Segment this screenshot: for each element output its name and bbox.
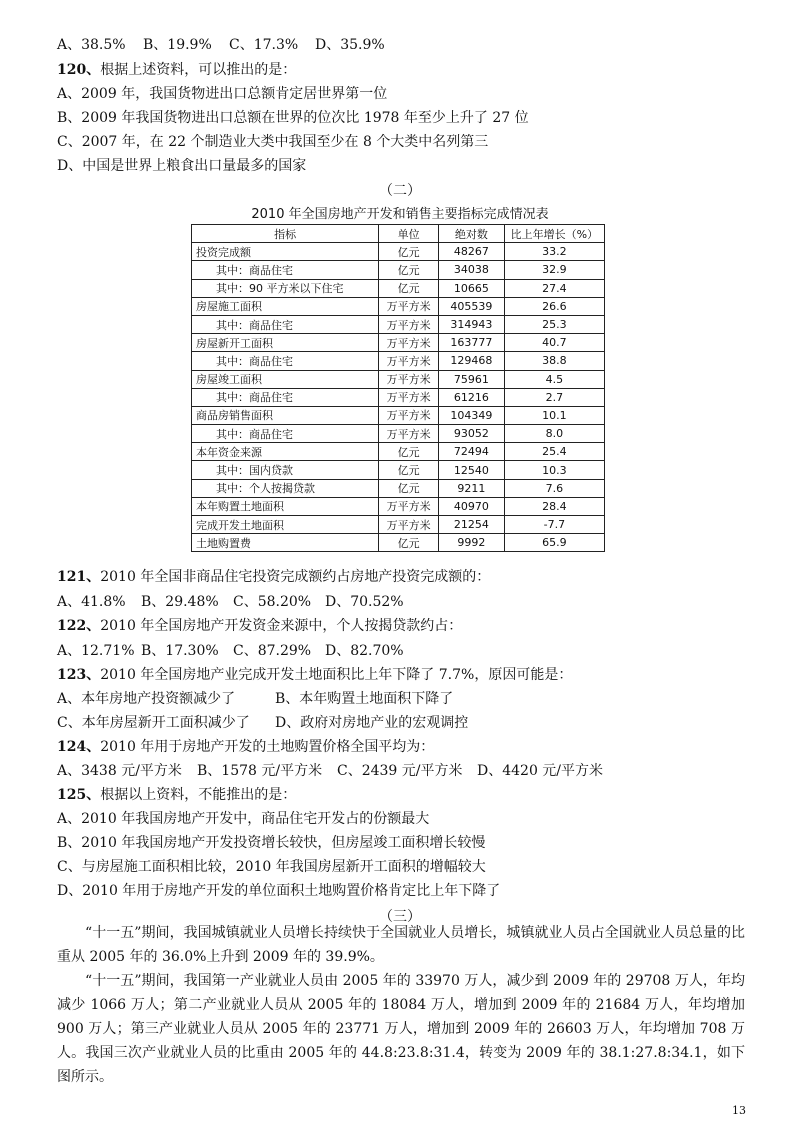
q119-options: [57, 36, 385, 54]
q124-option-d: D、4420 元/平方米: [477, 763, 604, 779]
table-row: [192, 406, 605, 424]
q119-option-d: D、35.9%: [315, 37, 385, 53]
header-growth: 比上年增长（%）: [504, 225, 604, 243]
q121-option-b: B、29.48%: [141, 594, 219, 610]
cell-absolute: 34038: [438, 261, 504, 279]
cell-unit: 万平方米: [379, 497, 439, 515]
table-row: [192, 261, 605, 279]
cell-unit: 万平方米: [379, 388, 439, 406]
q119-option-c: C、17.3%: [229, 37, 299, 53]
cell-growth: 7.6: [504, 479, 604, 497]
cell-indicator: 房屋新开工面积: [192, 334, 379, 352]
cell-unit: 万平方米: [379, 315, 439, 333]
q120-option-c: C、2007 年，在 22 个制造业大类中我国至少在 8 个大类中名列第三: [57, 134, 489, 150]
cell-growth: 28.4: [504, 497, 604, 515]
cell-growth: 25.4: [504, 443, 604, 461]
cell-indicator: 其中：商品住宅: [192, 352, 379, 370]
q125-number: 125、: [57, 787, 101, 803]
cell-absolute: 405539: [438, 297, 504, 315]
q124-option-c: C、2439 元/平方米: [337, 763, 463, 779]
cell-absolute: 104349: [438, 406, 504, 424]
q119-option-a: A、38.5%: [57, 37, 126, 53]
q120-text: 根据上述资料，可以推出的是：: [100, 62, 297, 78]
q123-options-row1: [57, 690, 453, 708]
cell-indicator: 其中：商品住宅: [192, 315, 379, 333]
cell-absolute: 9992: [438, 534, 504, 552]
cell-growth: 26.6: [504, 297, 604, 315]
paragraph-2: “十一五”期间，我国第一产业就业人员由 2005 年的 33970 万人，减少到 2009 年的 29708 万人，年均减少 1066 万人；第二产业就业人员从 2005 年的 18084 万人，增加到 2009 年的 21684 万人，年均增加 900 万人；第三产业就业人员从 2005 年的 23771 万人，增加到 2009 年的 26603 万人，年均增加 708 万人。我国三次产业就业人员的比重由 2005 年的 44.8:23.8:31.4，转变为 2009 年的 38.1:27.8:34.1，如下图所示。: [57, 973, 745, 1085]
q122-stem: [57, 617, 462, 635]
table-row: [192, 534, 605, 552]
cell-unit: 亿元: [379, 534, 439, 552]
cell-unit: 亿元: [379, 443, 439, 461]
table-title: 2010 年全国房地产开发和销售主要指标完成情况表: [251, 207, 549, 222]
cell-unit: 亿元: [379, 461, 439, 479]
q123-text: 2010 年全国房地产业完成开发土地面积比上年下降了 7.7%，原因可能是：: [100, 667, 573, 683]
cell-indicator: 商品房销售面积: [192, 406, 379, 424]
cell-unit: 万平方米: [379, 406, 439, 424]
table-row: [192, 497, 605, 515]
cell-growth: 25.3: [504, 315, 604, 333]
cell-growth: -7.7: [504, 516, 604, 534]
q121-text: 2010 年全国非商品住宅投资完成额约占房地产投资完成额的：: [100, 569, 491, 585]
cell-unit: 万平方米: [379, 425, 439, 443]
cell-unit: 亿元: [379, 243, 439, 261]
q123-option-a: A、本年房地产投资额减少了: [57, 691, 236, 707]
cell-growth: 10.3: [504, 461, 604, 479]
table-row: [192, 297, 605, 315]
q121-option-c: C、58.20%: [233, 594, 312, 610]
q122-option-c: C、87.29%: [233, 643, 312, 659]
cell-unit: 亿元: [379, 261, 439, 279]
cell-absolute: 72494: [438, 443, 504, 461]
cell-growth: 65.9: [504, 534, 604, 552]
cell-absolute: 163777: [438, 334, 504, 352]
header-absolute: 绝对数: [438, 225, 504, 243]
cell-indicator: 其中：商品住宅: [192, 388, 379, 406]
q125-text: 根据以上资料，不能推出的是：: [100, 787, 297, 803]
cell-indicator: 本年购置土地面积: [192, 497, 379, 515]
q123-option-b: B、本年购置土地面积下降了: [275, 691, 454, 707]
cell-unit: 万平方米: [379, 334, 439, 352]
cell-unit: 万平方米: [379, 297, 439, 315]
q121-option-d: D、70.52%: [325, 594, 404, 610]
table-header-row: [192, 225, 605, 243]
q120-option-a: A、2009 年，我国货物进出口总额肯定居世界第一位: [57, 86, 388, 102]
cell-growth: 2.7: [504, 388, 604, 406]
cell-growth: 10.1: [504, 406, 604, 424]
cell-unit: 万平方米: [379, 370, 439, 388]
q123-option-d: D、政府对房地产业的宏观调控: [275, 715, 469, 731]
q120-number: 120、: [57, 62, 101, 78]
cell-indicator: 其中：个人按揭贷款: [192, 479, 379, 497]
q121-stem: [57, 568, 490, 586]
q124-options: [57, 762, 603, 780]
q120-option-d: D、中国是世界上粮食出口量最多的国家: [57, 158, 307, 174]
cell-absolute: 12540: [438, 461, 504, 479]
q124-number: 124、: [57, 739, 101, 755]
cell-absolute: 48267: [438, 243, 504, 261]
cell-unit: 万平方米: [379, 352, 439, 370]
table-body: [192, 243, 605, 552]
paragraph-1: “十一五”期间，我国城镇就业人员增长持续快于全国就业人员增长，城镇就业人员占全国就业人员总量的比重从 2005 年的 36.0%上升到 2009 年的 39.9%。: [57, 925, 745, 965]
cell-absolute: 40970: [438, 497, 504, 515]
cell-absolute: 129468: [438, 352, 504, 370]
table-row: [192, 516, 605, 534]
table-row: [192, 443, 605, 461]
header-unit: 单位: [379, 225, 439, 243]
q121-option-a: A、41.8%: [57, 594, 126, 610]
cell-absolute: 93052: [438, 425, 504, 443]
table-row: [192, 352, 605, 370]
q124-option-a: A、3438 元/平方米: [57, 763, 182, 779]
q122-option-a: A、12.71%: [57, 643, 135, 659]
q125-option-a: A、2010 年我国房地产开发中，商品住宅开发占的份额最大: [57, 811, 430, 827]
cell-absolute: 9211: [438, 479, 504, 497]
cell-indicator: 其中：90 平方米以下住宅: [192, 279, 379, 297]
cell-growth: 33.2: [504, 243, 604, 261]
q125-option-d: D、2010 年用于房地产开发的单位面积土地购置价格肯定比上年下降了: [57, 883, 501, 899]
q121-options: [57, 593, 404, 611]
q124-stem: [57, 738, 434, 756]
section-heading-2: （二）: [379, 183, 421, 199]
cell-absolute: 75961: [438, 370, 504, 388]
table-row: [192, 479, 605, 497]
q125-option-c: C、与房屋施工面积相比较，2010 年我国房屋新开工面积的增幅较大: [57, 859, 486, 875]
q121-number: 121、: [57, 569, 101, 585]
q122-options: [57, 642, 404, 660]
table-row: [192, 315, 605, 333]
table-row: [192, 425, 605, 443]
cell-growth: 4.5: [504, 370, 604, 388]
cell-growth: 40.7: [504, 334, 604, 352]
table-row: [192, 388, 605, 406]
cell-indicator: 房屋施工面积: [192, 297, 379, 315]
cell-absolute: 21254: [438, 516, 504, 534]
q125-option-b: B、2010 年我国房地产开发投资增长较快，但房屋竣工面积增长较慢: [57, 835, 486, 851]
q122-text: 2010 年全国房地产开发资金来源中，个人按揭贷款约占：: [100, 618, 463, 634]
cell-unit: 万平方米: [379, 516, 439, 534]
cell-indicator: 房屋竣工面积: [192, 370, 379, 388]
header-indicator: 指标: [192, 225, 379, 243]
q120-stem: [57, 61, 296, 79]
page-number: 13: [732, 1104, 746, 1117]
table-row: [192, 279, 605, 297]
q122-option-d: D、82.70%: [325, 643, 404, 659]
cell-indicator: 本年资金来源: [192, 443, 379, 461]
indicator-table: [191, 224, 605, 552]
q120-option-b: B、2009 年我国货物进出口总额在世界的位次比 1978 年至少上升了 27 位: [57, 110, 529, 126]
cell-absolute: 314943: [438, 315, 504, 333]
cell-growth: 38.8: [504, 352, 604, 370]
cell-indicator: 投资完成额: [192, 243, 379, 261]
table-row: [192, 243, 605, 261]
q122-number: 122、: [57, 618, 101, 634]
cell-indicator: 其中：商品住宅: [192, 425, 379, 443]
cell-absolute: 10665: [438, 279, 504, 297]
q123-option-c: C、本年房屋新开工面积减少了: [57, 715, 250, 731]
cell-indicator: 土地购置费: [192, 534, 379, 552]
cell-growth: 32.9: [504, 261, 604, 279]
q122-option-b: B、17.30%: [141, 643, 219, 659]
q124-text: 2010 年用于房地产开发的土地购置价格全国平均为：: [100, 739, 435, 755]
table-row: [192, 334, 605, 352]
table-row: [192, 461, 605, 479]
q119-option-b: B、19.9%: [143, 37, 212, 53]
cell-unit: 亿元: [379, 479, 439, 497]
cell-absolute: 61216: [438, 388, 504, 406]
q124-option-b: B、1578 元/平方米: [197, 763, 323, 779]
q123-number: 123、: [57, 667, 101, 683]
cell-growth: 8.0: [504, 425, 604, 443]
cell-indicator: 完成开发土地面积: [192, 516, 379, 534]
cell-unit: 亿元: [379, 279, 439, 297]
q123-options-row2: [57, 714, 468, 732]
section-heading-3: （三）: [379, 909, 421, 925]
cell-indicator: 其中：商品住宅: [192, 261, 379, 279]
q123-stem: [57, 666, 572, 684]
cell-indicator: 其中：国内贷款: [192, 461, 379, 479]
cell-growth: 27.4: [504, 279, 604, 297]
table-row: [192, 370, 605, 388]
q125-stem: [57, 786, 296, 804]
